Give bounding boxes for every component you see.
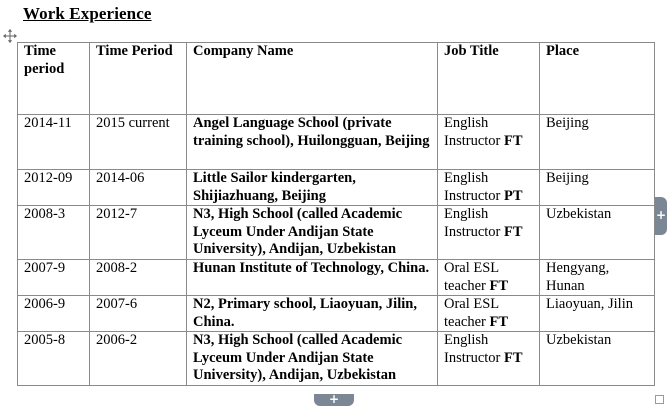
header-cell[interactable]: Company Name (187, 43, 438, 115)
company-cell[interactable]: N2, Primary school, Liaoyuan, Jilin, China. (187, 296, 438, 332)
from-cell[interactable]: 2005-8 (18, 332, 90, 386)
table-row (18, 296, 655, 332)
from-cell[interactable]: 2014-11 (18, 115, 90, 170)
place-cell[interactable]: Uzbekistan (540, 206, 655, 260)
four-way-arrows-icon (3, 29, 17, 43)
place-cell[interactable]: Beijing (540, 170, 655, 206)
header-cell[interactable]: Time Period (90, 43, 187, 115)
to-cell[interactable]: 2014-06 (90, 170, 187, 206)
plus-icon: + (328, 392, 340, 406)
from-cell[interactable]: 2012-09 (18, 170, 90, 206)
header-cell[interactable]: Time period (18, 43, 90, 115)
table-row (18, 170, 655, 206)
header-row (18, 43, 655, 115)
place-cell[interactable]: Liaoyuan, Jilin (540, 296, 655, 332)
from-cell[interactable]: 2007-9 (18, 260, 90, 296)
from-cell[interactable]: 2006-9 (18, 296, 90, 332)
to-cell[interactable]: 2012-7 (90, 206, 187, 260)
job-cell[interactable] (438, 170, 540, 206)
add-row-button[interactable] (314, 394, 354, 406)
table-row (18, 260, 655, 296)
to-cell[interactable]: 2008-2 (90, 260, 187, 296)
table-row (18, 332, 655, 386)
to-cell[interactable]: 2006-2 (90, 332, 187, 386)
job-type: FT (504, 349, 523, 366)
job-title: English Instructor (444, 115, 504, 149)
job-type: FT (489, 313, 509, 330)
table-move-handle[interactable] (3, 29, 17, 43)
job-title: Oral ESL teacher (444, 260, 499, 294)
place-cell[interactable]: Hengyang, Hunan (540, 260, 655, 296)
table-row (18, 115, 655, 170)
job-title: English Instructor (444, 332, 504, 366)
job-cell[interactable] (438, 296, 540, 332)
place-cell[interactable]: Uzbekistan (540, 332, 655, 386)
job-title: English Instructor (444, 206, 504, 240)
job-type: FT (504, 132, 523, 149)
table-resize-handle[interactable] (655, 395, 664, 404)
job-cell[interactable] (438, 332, 540, 386)
job-title: Oral ESL teacher (444, 296, 499, 330)
table-row (18, 206, 655, 260)
job-cell[interactable] (438, 206, 540, 260)
company-cell[interactable]: Angel Language School (private training school), Huilongguan, Beijing (187, 115, 438, 170)
job-title: English Instructor (444, 170, 504, 204)
header-cell[interactable]: Job Title (438, 43, 540, 115)
section-title: Work Experience (23, 4, 152, 23)
job-type: PT (504, 187, 523, 204)
company-cell[interactable]: Hunan Institute of Technology, China. (187, 260, 438, 296)
company-cell[interactable]: N3, High School (called Academic Lyceum Under Andijan State University), Andijan, Uzbekistan (187, 332, 438, 386)
company-cell[interactable]: N3, High School (called Academic Lyceum Under Andijan State University), Andijan, Uzbekistan (187, 206, 438, 260)
place-cell[interactable]: Beijing (540, 115, 655, 170)
add-column-button[interactable] (655, 197, 667, 235)
plus-icon: + (655, 208, 667, 222)
from-cell[interactable]: 2008-3 (18, 206, 90, 260)
job-type: FT (489, 277, 509, 294)
company-cell[interactable]: Little Sailor kindergarten, Shijiazhuang, Beijing (187, 170, 438, 206)
header-cell[interactable]: Place (540, 43, 655, 115)
to-cell[interactable]: 2015 current (90, 115, 187, 170)
work-experience-table (17, 42, 655, 386)
job-cell[interactable] (438, 260, 540, 296)
job-type: FT (504, 223, 523, 240)
to-cell[interactable]: 2007-6 (90, 296, 187, 332)
job-cell[interactable] (438, 115, 540, 170)
